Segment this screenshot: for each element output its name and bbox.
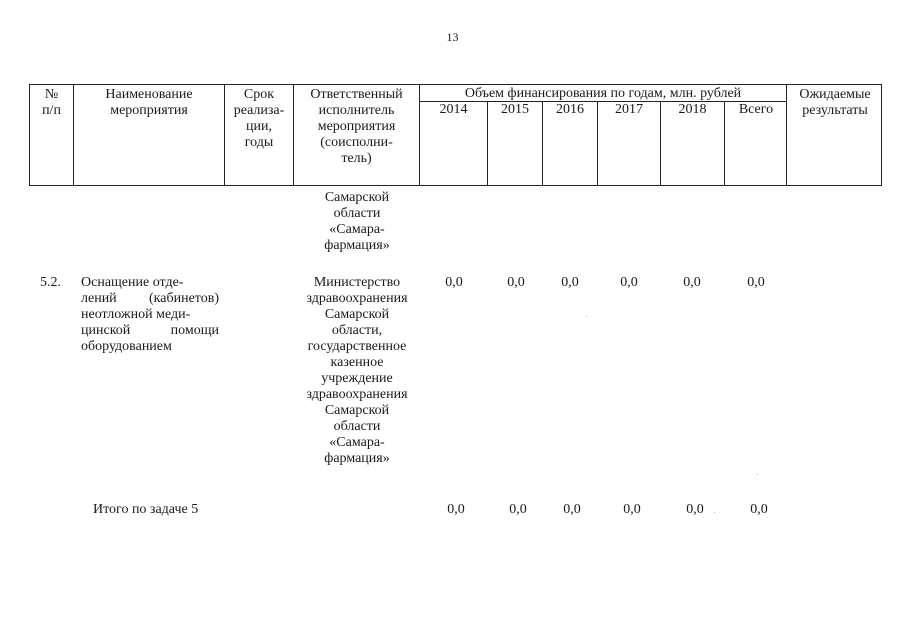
header-year-2016: 2016 (543, 101, 598, 185)
scan-speck (714, 512, 715, 513)
total-value-total: 0,0 (750, 502, 768, 517)
header-year-2015: 2015 (488, 101, 543, 185)
executor-continuation: Самарской области «Самара- фармация» (324, 190, 390, 253)
scan-speck (757, 474, 758, 475)
row-executor: Министерство здравоохранения Самарской области, государственное казенное учреждение здравоохранения Самарской области «Самара- фармация» (306, 275, 408, 466)
header-year-2014: 2014 (420, 101, 488, 185)
row-value-2018: 0,0 (683, 275, 701, 290)
header-executor: Ответственный исполнитель мероприятия (соисполни- тель) (294, 85, 420, 185)
header-term: Срок реализа- ции, годы (225, 85, 294, 185)
header-total: Всего (738, 102, 774, 117)
total-value-2015: 0,0 (509, 502, 527, 517)
total-value-2018: 0,0 (686, 502, 704, 517)
total-label: Итого по задаче 5 (93, 502, 199, 517)
header-num: № п/п (30, 85, 74, 185)
row-value-2015: 0,0 (507, 275, 525, 290)
row-value-2014: 0,0 (445, 275, 463, 290)
header-funding: Объем финансирования по годам, млн. рублей (420, 85, 786, 102)
header-year-2017: 2017 (598, 101, 661, 185)
row-value-total: 0,0 (747, 275, 765, 290)
row-value-2017: 0,0 (620, 275, 638, 290)
header-results: Ожидаемые результаты (799, 87, 871, 118)
header-name: Наименование мероприятия (74, 85, 225, 185)
total-value-2014: 0,0 (447, 502, 465, 517)
row-number: 5.2. (40, 275, 61, 290)
header-funding-group (420, 85, 787, 185)
row-name: Оснащение отде- лений (кабинетов) неотложной меди- цинской помощи оборудованием (81, 275, 219, 354)
page-number: 13 (446, 30, 459, 44)
row-value-2016: 0,0 (561, 275, 579, 290)
scan-speck (586, 316, 587, 317)
table-header (29, 84, 882, 186)
header-year-2018: 2018 (661, 101, 725, 185)
total-value-2016: 0,0 (563, 502, 581, 517)
total-value-2017: 0,0 (623, 502, 641, 517)
